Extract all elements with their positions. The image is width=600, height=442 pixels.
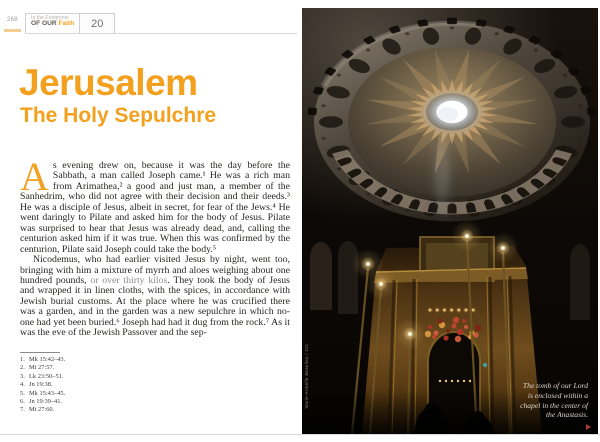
footnote-ref: Lk 23:50–51. bbox=[29, 372, 64, 380]
footnote-item bbox=[20, 364, 65, 372]
footnote-list bbox=[20, 356, 65, 415]
footnote-item bbox=[20, 373, 65, 381]
footnote-item bbox=[20, 390, 65, 398]
footnote-item bbox=[20, 398, 65, 406]
footnote-item bbox=[20, 356, 65, 364]
header-rule bbox=[25, 33, 297, 34]
teal-lamp bbox=[483, 363, 487, 367]
left-wall-arch bbox=[310, 242, 332, 310]
footnote-number: 4. bbox=[20, 381, 25, 389]
left-wall-arch bbox=[338, 241, 358, 314]
footnote-ref: Mt 27:60. bbox=[29, 406, 55, 414]
footnote-ref: Mk 15:42–43. bbox=[29, 356, 66, 363]
footnote-number: 2. bbox=[20, 364, 25, 372]
dome-photo-illustration bbox=[302, 8, 598, 434]
footnote-number: 5. bbox=[20, 389, 25, 397]
footnote-ref: Mk 15:43–45. bbox=[29, 389, 66, 397]
paragraph-2 bbox=[20, 255, 290, 339]
rotunda-dome-photo bbox=[302, 8, 598, 434]
series-title-line2 bbox=[31, 21, 74, 28]
series-title-box bbox=[25, 13, 80, 33]
paragraph-2-text-a: Nicodemus, who had earlier visited Jesus by night, went too, bringing with him a mixture of myrrh and aloes weighing about one hundred pounds, bbox=[20, 254, 290, 286]
series-title-accent: Faith bbox=[58, 20, 75, 28]
page-folio: 268 bbox=[7, 17, 18, 23]
masthead bbox=[25, 13, 115, 33]
paragraph-2-text-b: . They took the body of Jesus and wrapped it in linen cloths, with the spices, in accordance with Jewish burial customs. At the place where he was crucified there was a garden, and in the garden was a new sepulchre in which no-one had yet been buried.⁶ Joseph had had it dug from the rock.⁷ As it was the eve of the Jewish Passover and the sep- bbox=[20, 274, 290, 339]
drop-cap: A bbox=[20, 154, 49, 199]
page-subtitle: The Holy Sepulchre bbox=[20, 104, 217, 127]
paragraph-1-text: s evening drew on, because it was the day before the Sabbath, a man called Joseph came.¹ He was a rich man from Arimathea,² a good and just man, a member of the Sanhedrim, who did not agree with their decision and their deeds.³ He was a disciple of Jesus, albeit in secret, for fear of the Jews.⁴ He went daringly to Pilate and asked him for the body of Jesus. Pilate was surprised to hear that Jesus was already dead, and, calling the centurion asked him if it was true. When this was confirmed by the centurion, Pilate said Joseph could take the body.⁵ bbox=[20, 160, 290, 255]
issue-number-box bbox=[80, 13, 115, 33]
footnote-item bbox=[20, 381, 65, 389]
footnote-ref: Jn 19:38. bbox=[29, 381, 53, 389]
issue-number: 20 bbox=[91, 17, 104, 30]
footnote-ref: Mt 27:57. bbox=[29, 364, 55, 372]
page-title: Jerusalem bbox=[19, 62, 198, 103]
right-wall-arch bbox=[570, 244, 590, 320]
footnote-ref: Jn 19:39–41. bbox=[29, 398, 63, 406]
footnote-number: 1. bbox=[20, 356, 25, 363]
footnote-number: 6. bbox=[20, 398, 25, 406]
footnote-number: 3. bbox=[20, 372, 25, 380]
series-title-line1: In the Footprints bbox=[31, 15, 69, 21]
footnote-divider bbox=[20, 352, 60, 353]
paragraph-1 bbox=[20, 154, 290, 255]
article-body bbox=[20, 154, 290, 339]
footnote-item bbox=[20, 406, 65, 414]
series-title-prefix: OF OUR bbox=[31, 20, 59, 28]
photo-caption: The tomb of our Lord is enclosed within a chapel in the center of the Anastasis. bbox=[520, 381, 588, 420]
page-bottom-rule bbox=[0, 434, 600, 435]
photo-credit: Marie-Armelle Beaulieu / Cts bbox=[304, 343, 309, 408]
light-shaft bbox=[426, 118, 458, 228]
paragraph-2-gray-phrase: or over thirty kilos bbox=[90, 274, 168, 286]
title-block bbox=[19, 64, 216, 127]
end-of-article-marker-icon bbox=[586, 424, 591, 430]
folio-accent-bar bbox=[4, 29, 21, 32]
footnote-number: 7. bbox=[20, 406, 25, 414]
